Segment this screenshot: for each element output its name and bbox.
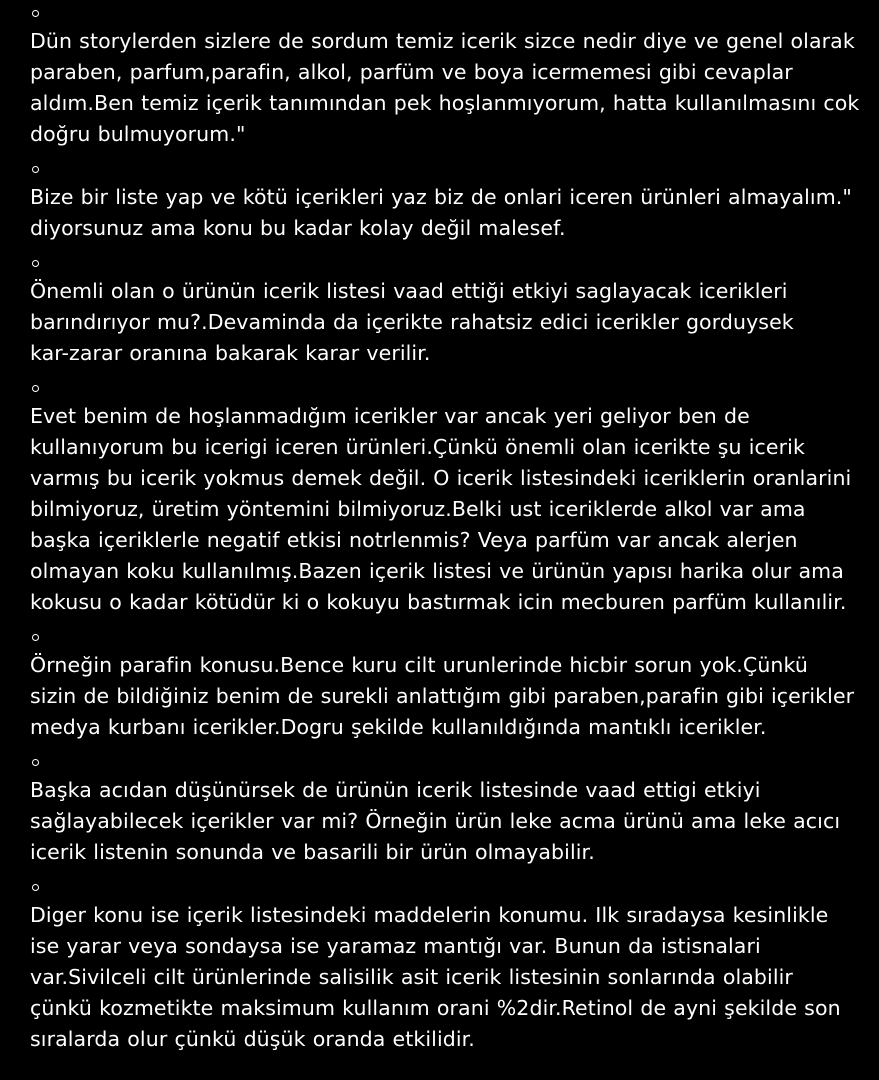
text-line: çünkü kozmetikte maksimum kullanım orani %2dir.Retinol de ayni şekilde son (30, 996, 841, 1020)
text-line: Dün storylerden sizlere de sordum temiz icerik sizce nedir diye ve genel olarak (30, 29, 855, 53)
text-line: icerik listenin sonunda ve basarili bir ürün olmayabilir. (30, 840, 595, 864)
text-line: Evet benim de hoşlanmadığım icerikler var ancak yeri geliyor ben de (30, 404, 750, 428)
text-line: var.Sivilceli cilt ürünlerinde salisilik asit icerik listesinin sonlarında olabilir (30, 965, 793, 989)
text-line: Önemli olan o ürünün icerik listesi vaad ettiği etkiyi saglayacak icerikleri (30, 279, 788, 303)
text-line: sıralarda olur çünkü düşük oranda etkilidir. (30, 1027, 475, 1051)
text-line: Bize bir liste yap ve kötü içerikleri yaz biz de onlari iceren ürünleri almayalım." (30, 185, 852, 209)
text-line: ise yarar veya sondaysa ise yaramaz mantığı var. Bunun da istisnalari (30, 934, 761, 958)
paragraph-7 (30, 874, 860, 1055)
paragraph-text (30, 775, 860, 868)
text-line: olmayan koku kullanılmış.Bazen içerik listesi ve ürünün yapısı harika olur ama (30, 559, 844, 583)
paragraph-6 (30, 749, 860, 868)
paragraph-text (30, 182, 860, 244)
text-line: bilmiyoruz, üretim yöntemini bilmiyoruz.Belki ust iceriklerde alkol var ama (30, 497, 806, 521)
paragraph-2 (30, 156, 860, 244)
bullet-marker (30, 624, 860, 650)
bullet-marker (30, 749, 860, 775)
text-line: medya kurbanı icerikler.Dogru şekilde kullanıldığında mantıklı icerikler. (30, 715, 767, 739)
paragraph-text (30, 276, 860, 369)
story-text-body (30, 0, 860, 1055)
text-line: paraben, parfum,parafin, alkol, parfüm ve boya icermemesi gibi cevaplar (30, 60, 793, 84)
text-line: aldım.Ben temiz içerik tanımından pek hoşlanmıyorum, hatta kullanılmasını cok (30, 91, 860, 115)
bullet-marker (30, 375, 860, 401)
text-line: Diger konu ise içerik listesindeki maddelerin konumu. Ilk sıradaysa kesinlikle (30, 903, 829, 927)
bullet-marker (30, 874, 860, 900)
paragraph-1 (30, 0, 860, 150)
bullet-marker (30, 156, 860, 182)
text-line: kullanıyorum bu icerigi iceren ürünleri.Çünkü önemli olan icerikte şu icerik (30, 435, 805, 459)
text-line: doğru bulmuyorum." (30, 122, 246, 146)
paragraph-3 (30, 250, 860, 369)
bullet-marker (30, 0, 860, 26)
paragraph-text (30, 650, 860, 743)
text-line: kar-zarar oranına bakarak karar verilir. (30, 341, 431, 365)
text-line: varmış bu icerik yokmus demek değil. O icerik listesindeki iceriklerin oranlarini (30, 466, 852, 490)
bullet-marker (30, 250, 860, 276)
text-line: Örneğin parafin konusu.Bence kuru cilt urunlerinde hicbir sorun yok.Çünkü (30, 653, 808, 677)
paragraph-text (30, 26, 860, 150)
paragraph-text (30, 401, 860, 618)
text-line: barındırıyor mu?.Devaminda da içerikte rahatsiz edici icerikler gorduysek (30, 310, 794, 334)
text-line: Başka acıdan düşünürsek de ürünün icerik listesinde vaad ettigi etkiyi (30, 778, 761, 802)
text-line: diyorsunuz ama konu bu kadar kolay değil malesef. (30, 216, 566, 240)
text-line: sizin de bildiğiniz benim de surekli anlattığım gibi paraben,parafin gibi içerikler (30, 684, 855, 708)
paragraph-4 (30, 375, 860, 618)
paragraph-5 (30, 624, 860, 743)
text-line: kokusu o kadar kötüdür ki o kokuyu bastırmak icin mecburen parfüm kullanılir. (30, 590, 847, 614)
text-line: başka içeriklerle negatif etkisi notrlenmis? Veya parfüm var ancak alerjen (30, 528, 798, 552)
text-line: sağlayabilecek içerikler var mi? Örneğin ürün leke acma ürünü ama leke acıcı (30, 809, 841, 833)
paragraph-text (30, 900, 860, 1055)
